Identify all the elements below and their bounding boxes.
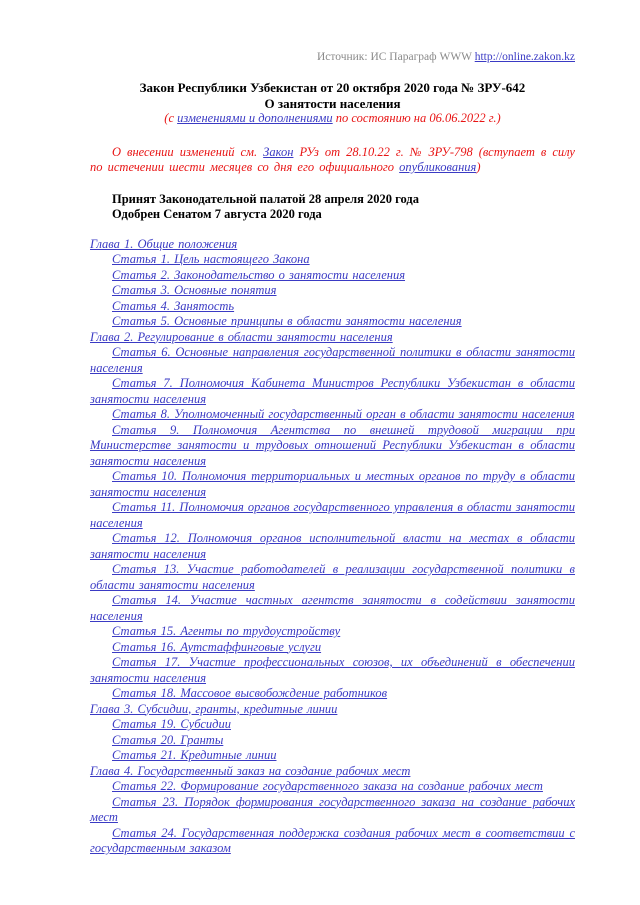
toc-item bbox=[90, 314, 575, 330]
toc-item bbox=[90, 283, 575, 299]
toc-link-article-5[interactable]: Статья 5. Основные принципы в области занятости населения bbox=[112, 314, 462, 328]
amendments-suffix: по состоянию на 06.06.2022 г.) bbox=[332, 111, 501, 125]
toc-link-article-22[interactable]: Статья 20. Гранты bbox=[112, 732, 224, 747]
toc-link-article-14[interactable]: Статья 13. Участие работодателей в реализации государственной политики в области занятости населения bbox=[90, 562, 575, 592]
toc-link-article-12[interactable]: Статья 11. Полномочия органов государственного управления в области занятости населения bbox=[90, 500, 575, 530]
amendments-note bbox=[90, 111, 575, 127]
toc-item bbox=[90, 748, 575, 764]
toc-item bbox=[90, 593, 575, 624]
toc-link-article-16[interactable]: Статья 15. Агенты по трудоустройству bbox=[112, 624, 341, 638]
toc-link-article-25[interactable]: Статья 22. Формирование государственного заказа на создание рабочих мест bbox=[112, 779, 543, 793]
toc-item bbox=[90, 345, 575, 376]
toc-link-article-27[interactable]: Статья 24. Государственная поддержка создания рабочих мест в соответствии с государственным заказом bbox=[90, 825, 575, 855]
toc-link-article-13[interactable]: Статья 12. Полномочия органов исполнительной власти на местах в области занятости населения bbox=[90, 531, 575, 561]
toc-item bbox=[90, 640, 575, 656]
toc-link-article-8[interactable]: Статья 7. Полномочия Кабинета Министров Республики Узбекистан в области занятости населения bbox=[90, 376, 575, 406]
toc-item bbox=[90, 407, 575, 423]
toc-link-article-23[interactable]: Статья 21. Кредитные линии bbox=[112, 748, 277, 762]
document-title-block bbox=[90, 80, 575, 127]
toc-link-article-17[interactable]: Статья 16. Аутстаффинговые услуги bbox=[112, 639, 322, 654]
toc-link-chapter-0[interactable]: Глава 1. Общие положения bbox=[90, 236, 238, 251]
amendments-prefix: (с bbox=[164, 111, 178, 125]
toc-link-article-7[interactable]: Статья 6. Основные направления государственной политики в области занятости населения bbox=[90, 345, 575, 375]
toc-item bbox=[90, 330, 575, 346]
toc-link-article-18[interactable]: Статья 17. Участие профессиональных союзов, их объединений в обеспечении занятости населения bbox=[90, 655, 575, 685]
toc-item bbox=[90, 252, 575, 268]
toc-item bbox=[90, 686, 575, 702]
toc-item bbox=[90, 826, 575, 857]
adoption-block bbox=[112, 192, 575, 223]
toc-item bbox=[90, 423, 575, 470]
toc-link-article-26[interactable]: Статья 23. Порядок формирования государственного заказа на создание рабочих мест bbox=[90, 794, 575, 824]
approved-line: Одобрен Сенатом 7 августа 2020 года bbox=[112, 207, 322, 221]
notice-law-link[interactable]: Закон bbox=[263, 144, 294, 159]
toc-link-article-11[interactable]: Статья 10. Полномочия территориальных и местных органов по труду в области занятости населения bbox=[90, 469, 575, 499]
source-label: Источник: ИС Параграф WWW bbox=[316, 51, 475, 63]
amendment-notice bbox=[90, 145, 575, 176]
notice-text-2: РУз от 28.10.22 г. № ЗРУ-798 (вступает в силу по истечении шести месяцев со дня его официального bbox=[90, 144, 575, 174]
adopted-line: Принят Законодательной палатой 28 апреля 2020 года bbox=[112, 191, 419, 206]
toc-link-chapter-6[interactable]: Глава 2. Регулирование в области занятости населения bbox=[90, 329, 393, 344]
toc-item bbox=[90, 469, 575, 500]
toc-link-article-10[interactable]: Статья 9. Полномочия Агентства по внешней трудовой миграции при Министерстве занятости и трудовых отношений Республики Узбекистан в области занятости населения bbox=[90, 422, 575, 468]
toc-item bbox=[90, 500, 575, 531]
source-link[interactable]: http://online.zakon.kz bbox=[474, 51, 575, 63]
toc-link-article-3[interactable]: Статья 3. Основные понятия bbox=[112, 283, 277, 297]
toc-link-article-21[interactable]: Статья 19. Субсидии bbox=[112, 717, 231, 731]
toc-item bbox=[90, 795, 575, 826]
toc-item bbox=[90, 299, 575, 315]
document-subtitle: О занятости населения bbox=[264, 95, 401, 111]
toc-link-article-19[interactable]: Статья 18. Массовое высвобождение работников bbox=[112, 686, 388, 700]
notice-publication-link[interactable]: опубликования bbox=[399, 160, 477, 174]
toc-item bbox=[90, 624, 575, 640]
notice-text-1: О внесении изменений см. bbox=[112, 144, 264, 159]
toc-item bbox=[90, 779, 575, 795]
amendments-link[interactable]: изменениями и дополнениями bbox=[177, 111, 333, 125]
toc-item bbox=[90, 764, 575, 780]
toc-link-article-4[interactable]: Статья 4. Занятость bbox=[112, 298, 235, 313]
toc-item bbox=[90, 655, 575, 686]
toc-item bbox=[90, 376, 575, 407]
toc-item bbox=[90, 702, 575, 718]
toc-item bbox=[90, 562, 575, 593]
toc-item bbox=[90, 268, 575, 284]
toc-item bbox=[90, 531, 575, 562]
toc-link-article-1[interactable]: Статья 1. Цель настоящего Закона bbox=[112, 252, 310, 266]
document-title: Закон Республики Узбекистан от 20 октября 2020 года № ЗРУ-642 bbox=[139, 80, 526, 95]
toc-link-chapter-20[interactable]: Глава 3. Субсидии, гранты, кредитные линии bbox=[90, 701, 338, 716]
source-line bbox=[90, 50, 575, 64]
toc-link-article-2[interactable]: Статья 2. Законодательство о занятости населения bbox=[112, 267, 406, 282]
table-of-contents bbox=[90, 237, 575, 857]
toc-link-article-9[interactable]: Статья 8. Уполномоченный государственный орган в области занятости населения bbox=[112, 407, 575, 421]
toc-item bbox=[90, 717, 575, 733]
notice-text-3: ) bbox=[476, 160, 481, 174]
toc-item bbox=[90, 237, 575, 253]
toc-link-chapter-24[interactable]: Глава 4. Государственный заказ на создание рабочих мест bbox=[90, 763, 411, 778]
toc-item bbox=[90, 733, 575, 749]
toc-link-article-15[interactable]: Статья 14. Участие частных агентств занятости в содействии занятости населения bbox=[90, 593, 575, 623]
